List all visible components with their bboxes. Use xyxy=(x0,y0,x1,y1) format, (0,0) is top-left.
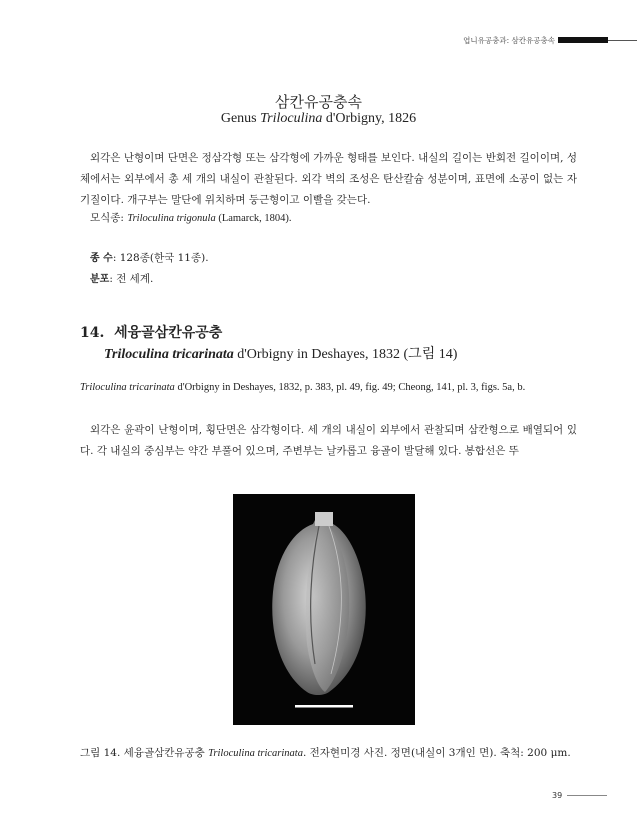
species-count-value: : 128종(한국 11종). xyxy=(112,252,209,264)
species-count xyxy=(90,249,209,265)
distribution-value: : 전 세계. xyxy=(109,273,154,285)
type-species-label: 모식종: xyxy=(90,212,128,224)
species-description-text: 외각은 윤곽이 난형이며, 횡단면은 삼각형이다. 세 개의 내실이 외부에서 관찰되며 삼칸형으로 배열되어 있다. 각 내실의 중심부는 약간 부풀어 있으며, 주변부는 날카롭고 융골이 발달해 있다. 봉합선은 뚜 xyxy=(80,424,577,457)
page-number: 39 xyxy=(552,791,563,800)
genus-latin: Triloculina xyxy=(260,111,323,126)
header-line xyxy=(608,40,637,41)
genus-description-text: 외각은 난형이며 단면은 정삼각형 또는 삼각형에 가까운 형태를 보인다. 내실의 길이는 반회전 길이이며, 성체에서는 외부에서 총 세 개의 내실이 관찰된다. 외각 벽의 조성은 탄산칼슘 성분이며, 표면에 소공이 없는 자기질이다. 개구부는 말단에 위치하며 둥근형이고 이빨을 갖는다. xyxy=(80,152,577,206)
distribution-label: 분포 xyxy=(90,274,110,285)
species-heading xyxy=(80,322,222,342)
footer-line xyxy=(567,795,607,796)
species-description xyxy=(80,420,577,462)
species-latin-heading xyxy=(104,343,457,363)
foraminifera-specimen-image xyxy=(233,494,415,725)
distribution xyxy=(90,270,153,286)
header-bar xyxy=(558,37,608,43)
synonymy xyxy=(80,382,525,393)
genus-korean-title: 삼칸유공충속 xyxy=(275,93,362,111)
caption-rest: . 전자현미경 사진. 정면(내실이 3개인 면). 축척: 200 μm. xyxy=(302,747,571,759)
type-species-author: (Lamarck, 1804). xyxy=(215,213,292,224)
figure-caption xyxy=(80,745,571,760)
type-species xyxy=(90,210,292,225)
species-latin: Triloculina tricarinata xyxy=(104,347,234,362)
type-species-latin: Triloculina trigonula xyxy=(127,213,216,224)
synonymy-reference: d'Orbigny in Deshayes, 1832, p. 383, pl. 49, fig. 49; Cheong, 141, pl. 3, figs. 5a, b. xyxy=(174,382,526,393)
species-count-label: 종 수 xyxy=(90,253,113,264)
caption-latin: Triloculina tricarinata xyxy=(208,748,303,759)
running-header: 엽니유공충과: 삼칸유공충속 xyxy=(463,36,555,45)
genus-author: d'Orbigny, 1826 xyxy=(322,111,417,126)
genus-prefix: Genus xyxy=(220,111,261,126)
species-korean-name: 세융골삼칸유공충 xyxy=(114,325,223,341)
species-author: d'Orbigny in Deshayes, 1832 (그림 14) xyxy=(233,347,458,362)
species-number: 14. xyxy=(80,325,105,341)
caption-prefix: 그림 14. 세융골삼칸유공충 xyxy=(80,747,209,759)
sem-photo xyxy=(233,494,415,725)
synonymy-latin: Triloculina tricarinata xyxy=(80,382,175,393)
genus-description xyxy=(80,148,577,211)
genus-latin-title xyxy=(0,111,637,127)
